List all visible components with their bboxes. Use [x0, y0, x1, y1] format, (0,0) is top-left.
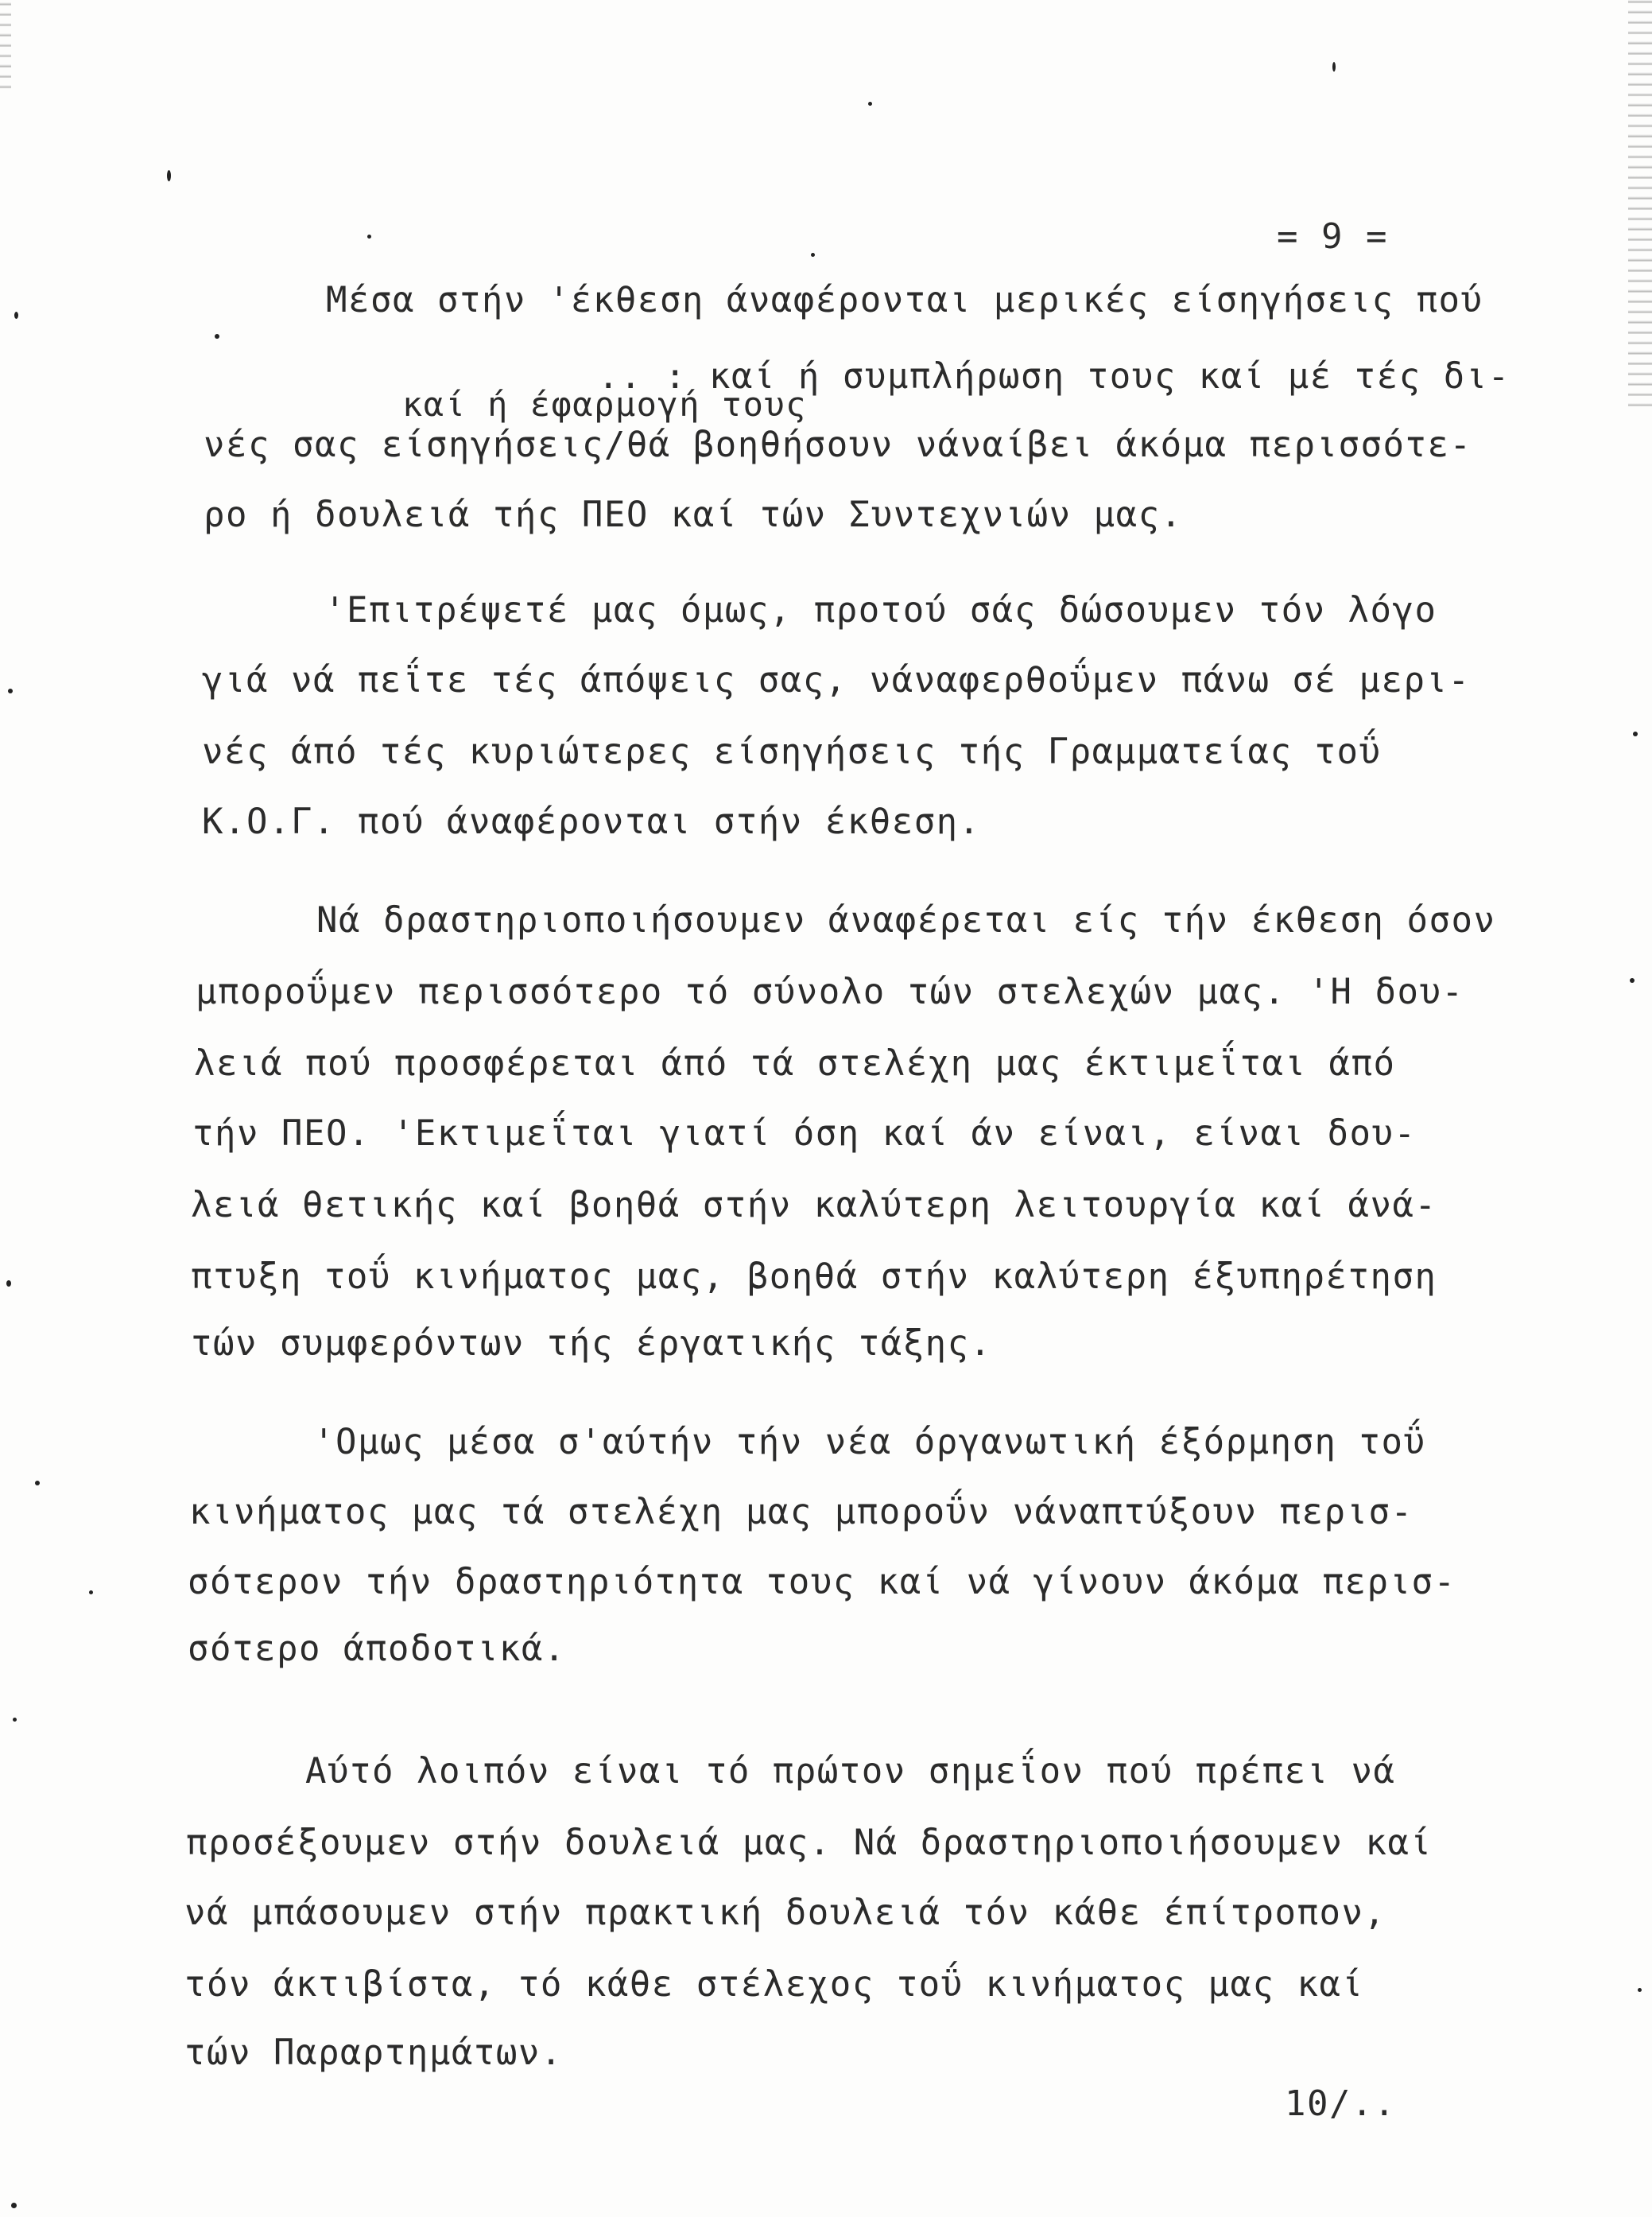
paragraph-3-line-7: τών συμφερόντων τής έργατικής τάξης. [191, 1323, 992, 1364]
scan-speck [6, 1280, 11, 1287]
scan-edge-noise [0, 0, 11, 95]
paragraph-3-line-2: μποροΰμεν περισσότερο τό σύνολο τών στελεχών μας. 'Η δου- [196, 972, 1464, 1012]
paragraph-4-line-3: σότερον τήν δραστηριότητα τους καί νά γίνουν άκόμα περισ- [188, 1562, 1456, 1602]
handwritten-insertion: καί ή έφαρμογή τους [402, 385, 807, 424]
paragraph-1-line-3: νές σας είσηγήσεις/θά βοηθήσουν νάναίβει άκόμα περισσότε- [204, 425, 1472, 465]
paragraph-3-line-6: πτυξη τοΰ κινήματος μας, βοηθά στήν καλύτερη έξυπηρέτηση [191, 1256, 1437, 1297]
paragraph-5-line-1: Αύτό λοιπόν είναι τό πρώτον σημεΐον πού πρέπει νά [305, 1751, 1396, 1792]
paragraph-3-line-4: τήν ΠΕΟ. 'Εκτιμεΐται γιατί όση καί άν είναι, είναι δου- [192, 1113, 1417, 1154]
paragraph-5-line-4: τόν άκτιβίστα, τό κάθε στέλεχος τοΰ κινήματος μας καί [184, 1964, 1364, 2005]
paragraph-2-line-2: γιά νά πεΐτε τές άπόψεις σας, νάναφερθοΰμεν πάνω σέ μερι- [202, 660, 1471, 701]
scan-speck [14, 312, 18, 319]
paragraph-5-line-5: τών Παραρτημάτων. [184, 2033, 563, 2073]
paragraph-5-line-2: προσέξουμεν στήν δουλειά μας. Νά δραστηριοποιήσουμεν καί [186, 1823, 1433, 1863]
continuation-marker: 10/.. [1285, 2083, 1396, 2124]
scan-edge-noise [1628, 0, 1652, 414]
paragraph-2-line-4: Κ.Ο.Γ. πού άναφέρονται στήν έκθεση. [202, 802, 981, 842]
scan-speck [11, 2203, 17, 2208]
paragraph-4-line-4: σότερο άποδοτικά. [188, 1629, 566, 1669]
page-number: = 9 = [1277, 216, 1388, 257]
scan-speck [367, 235, 371, 239]
paragraph-3-line-3: λειά πού προσφέρεται άπό τά στελέχη μας έκτιμεΐται άπό [194, 1043, 1396, 1084]
scan-speck [868, 102, 872, 106]
scan-speck [8, 689, 13, 693]
scan-speck [1638, 1988, 1642, 1992]
scan-speck [167, 170, 171, 181]
paragraph-4-line-2: κινήματος μας τά στελέχη μας μποροΰν νάναπτύξουν περισ- [189, 1492, 1414, 1532]
paragraph-2-line-3: νές άπό τές κυριώτερες είσηγήσεις τής Γραμματείας τοΰ [202, 732, 1382, 772]
paragraph-1-line-2: .. : καί ή συμπλήρωση τους καί μέ τές δι- [598, 356, 1510, 397]
paragraph-1-line-4: ρο ή δουλειά τής ΠΕΟ καί τών Συντεχνιών μας. [204, 495, 1183, 535]
scan-speck [1332, 62, 1336, 72]
scan-speck [811, 253, 815, 257]
scan-speck [89, 1590, 93, 1594]
paragraph-1-line-1: Μέσα στήν 'έκθεση άναφέρονται μερικές είσηγήσεις πού [326, 280, 1483, 320]
paragraph-2-line-1: 'Επιτρέψετέ μας όμως, προτού σάς δώσουμεν τόν λόγο [324, 590, 1437, 631]
paragraph-4-line-1: 'Ομως μέσα σ'αύτήν τήν νέα όργανωτική έξόρμηση τοΰ [313, 1422, 1426, 1462]
paragraph-3-line-5: λειά θετικής καί βοηθά στήν καλύτερη λειτουργία καί άνά- [191, 1185, 1437, 1225]
paragraph-5-line-3: νά μπάσουμεν στήν πρακτική δουλειά τόν κάθε έπίτροπον, [184, 1893, 1386, 1933]
scan-speck [13, 1718, 17, 1722]
scan-speck [215, 334, 219, 339]
scan-speck [1630, 978, 1635, 983]
scan-speck [1633, 732, 1638, 736]
scan-speck [35, 1481, 40, 1485]
paragraph-3-line-1: Νά δραστηριοποιήσουμεν άναφέρεται είς τήν έκθεση όσον [316, 900, 1496, 941]
